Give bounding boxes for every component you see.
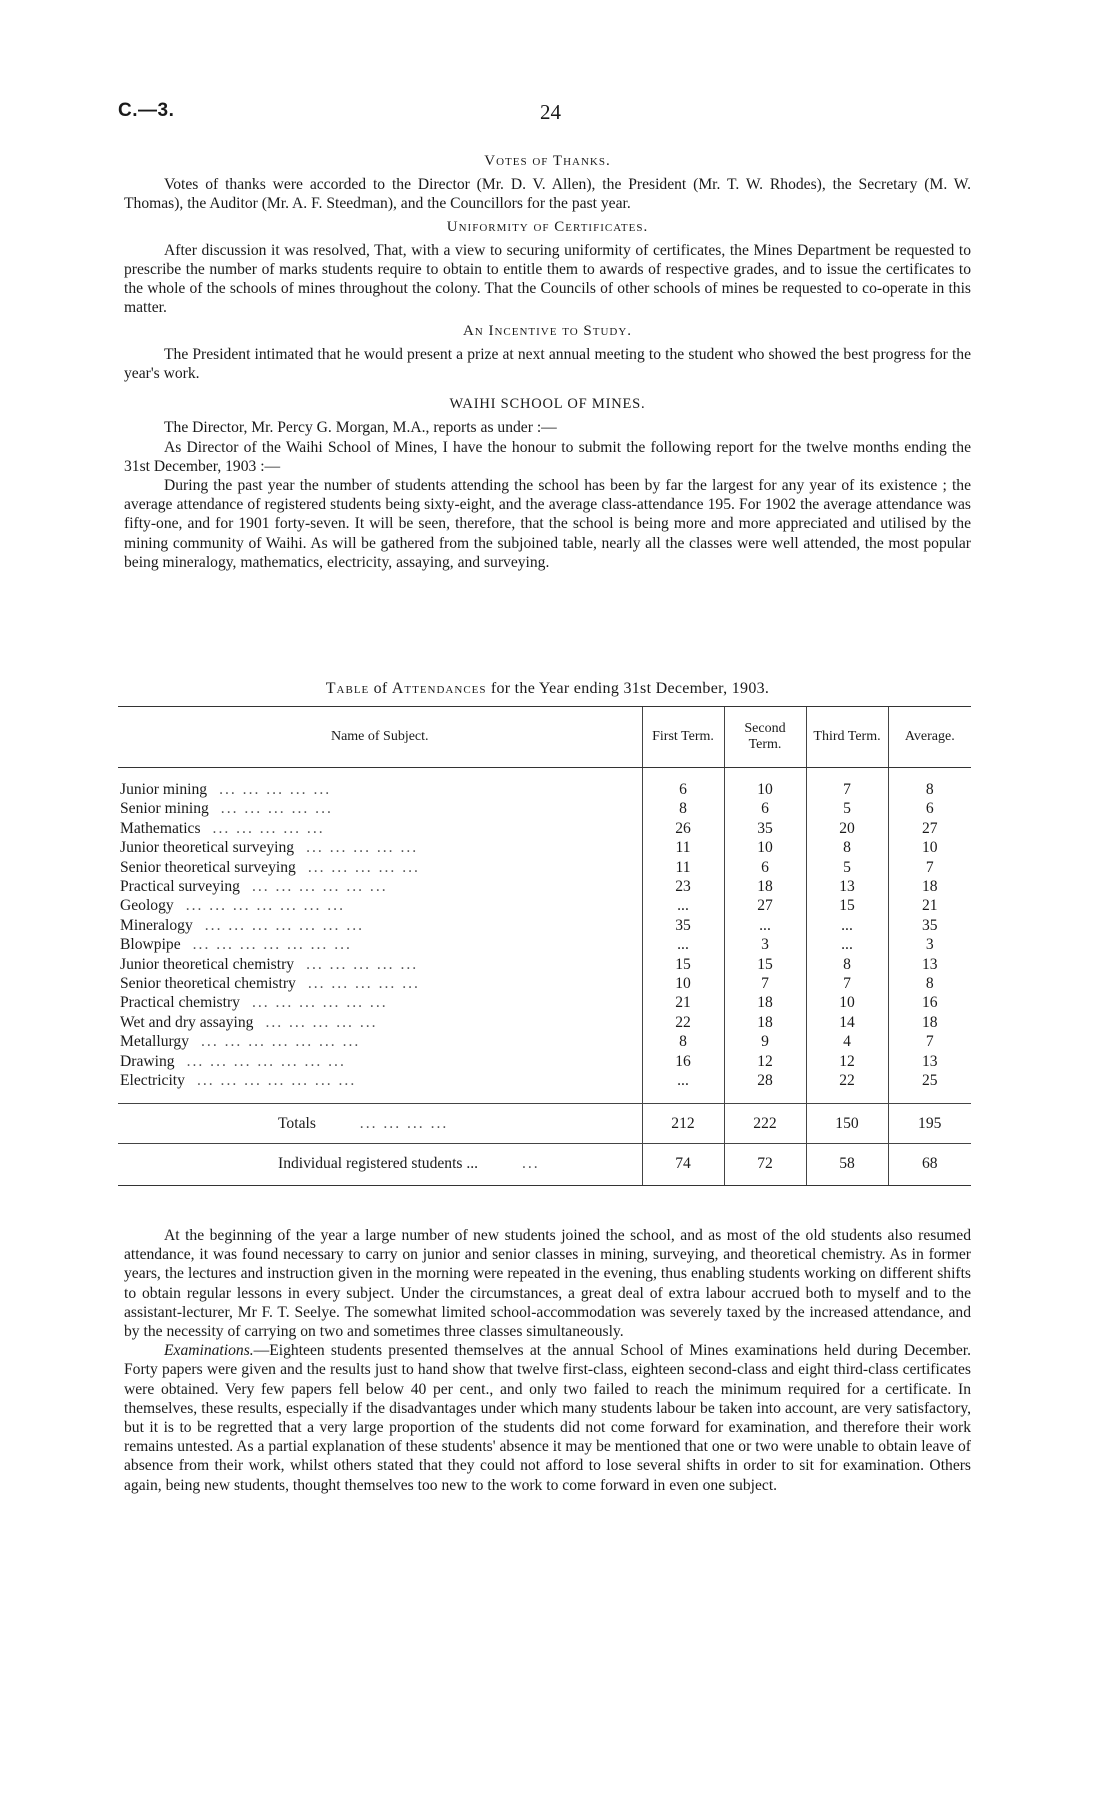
table-caption-of: of bbox=[373, 680, 388, 697]
subject-cell bbox=[118, 858, 642, 877]
average-term-value: 21 bbox=[888, 896, 971, 915]
individual-label: Individual registered students ... bbox=[278, 1154, 479, 1172]
votes-heading: Votes of Thanks. bbox=[484, 153, 611, 169]
lower-text-block bbox=[124, 1226, 971, 1495]
table-row bbox=[118, 877, 971, 896]
subject-cell bbox=[118, 799, 642, 818]
subject-cell bbox=[118, 955, 642, 974]
leader-dots: ... ... ... ... ... bbox=[307, 975, 420, 993]
examinations-paragraph bbox=[124, 1341, 971, 1495]
subject-name: Drawing bbox=[120, 1052, 175, 1070]
average-term-value: 13 bbox=[888, 955, 971, 974]
subject-name: Senior theoretical chemistry bbox=[120, 975, 296, 993]
examinations-text: —Eighteen students presented themselves at the annual School of Mines examinations held during December. Forty papers were given and the results just to hand show that twelve first-class, eighteen second-class and eight third-class certificates were obtained. Very few papers fell below 40 per cent., and only two failed to reach the minimum required for a certificate. In themselves, these results, especially if the disadvantages under which many students labour be taken into account, are very satisfactory, but it is to be regretted that a very large proportion of the students did not come forward for examination, and therefore their work remains untested. As a partial explanation of these students' absence it may be mentioned that one or two were unable to obtain leave of absence from their work, whilst others stated that they could not afford to lose several shifts in order to sit for examination. Others again, being new students, thought themselves too new to the work to come forward in even one subject. bbox=[124, 1342, 971, 1494]
third-term-value: 7 bbox=[806, 780, 888, 799]
average-term-value: 18 bbox=[888, 877, 971, 896]
table-row bbox=[118, 993, 971, 1012]
third-term-value: 22 bbox=[806, 1071, 888, 1090]
incentive-heading: An Incentive to Study. bbox=[462, 322, 633, 339]
attendance-table bbox=[118, 706, 971, 1186]
subject-cell bbox=[118, 896, 642, 915]
second-term-value: 35 bbox=[724, 819, 806, 838]
table-row bbox=[118, 896, 971, 915]
average-term-value: 10 bbox=[888, 838, 971, 857]
totals-label-cell bbox=[118, 1103, 642, 1143]
third-term-value: 8 bbox=[806, 838, 888, 857]
subject-name: Blowpipe bbox=[120, 936, 181, 954]
second-term-value: 18 bbox=[724, 877, 806, 896]
average-term-value: 27 bbox=[888, 819, 971, 838]
table-row bbox=[118, 819, 971, 838]
first-term-value: 22 bbox=[642, 1013, 724, 1032]
average-term-value: 8 bbox=[888, 974, 971, 993]
second-term-value: 10 bbox=[724, 780, 806, 799]
subject-cell bbox=[118, 877, 642, 896]
second-term-value: ... bbox=[724, 916, 806, 935]
table-spacer-row bbox=[118, 768, 971, 781]
average-term-value: 16 bbox=[888, 993, 971, 1012]
third-term-value: 10 bbox=[806, 993, 888, 1012]
totals-leader-dots: ... ... ... ... bbox=[359, 1114, 449, 1132]
table-row bbox=[118, 1052, 971, 1071]
header-subject: Name of Subject. bbox=[118, 707, 642, 768]
table-row bbox=[118, 780, 971, 799]
average-term-value: 25 bbox=[888, 1071, 971, 1090]
second-term-value: 27 bbox=[724, 896, 806, 915]
examinations-label: Examinations. bbox=[164, 1342, 254, 1360]
third-term-value: 12 bbox=[806, 1052, 888, 1071]
second-term-value: 12 bbox=[724, 1052, 806, 1071]
incentive-paragraph: The President intimated that he would present a prize at next annual meeting to the student who showed the best progress for the year's work. bbox=[124, 345, 971, 383]
leader-dots: ... ... ... ... ... ... ... bbox=[185, 897, 345, 915]
average-term-value: 18 bbox=[888, 1013, 971, 1032]
totals-row bbox=[118, 1103, 971, 1143]
first-term-value: ... bbox=[642, 935, 724, 954]
first-term-value: 8 bbox=[642, 799, 724, 818]
second-term-value: 18 bbox=[724, 1013, 806, 1032]
second-term-value: 10 bbox=[724, 838, 806, 857]
average-term-value: 7 bbox=[888, 858, 971, 877]
first-term-value: 6 bbox=[642, 780, 724, 799]
waihi-intro: The Director, Mr. Percy G. Morgan, M.A., reports as under :— bbox=[164, 419, 557, 437]
subject-cell bbox=[118, 993, 642, 1012]
individual-first: 74 bbox=[642, 1143, 724, 1185]
totals-second: 222 bbox=[724, 1103, 806, 1143]
leader-dots: ... ... ... ... ... ... ... bbox=[201, 1033, 361, 1051]
table-row bbox=[118, 1071, 971, 1090]
leader-dots: ... ... ... ... ... bbox=[219, 781, 332, 798]
table-caption-rest: for the Year ending 31st December, 1903. bbox=[490, 680, 770, 697]
upper-text-block bbox=[124, 150, 971, 572]
table-caption-prefix: Table bbox=[325, 680, 370, 697]
totals-third: 150 bbox=[806, 1103, 888, 1143]
second-term-value: 3 bbox=[724, 935, 806, 954]
subject-cell bbox=[118, 916, 642, 935]
second-term-value: 15 bbox=[724, 955, 806, 974]
votes-paragraph: Votes of thanks were accorded to the Director (Mr. D. V. Allen), the President (Mr. T. W. Rhodes), the Secretary (M. W. Thomas), the Auditor (Mr. A. F. Steedman), and the Councillors for the past year. bbox=[124, 176, 971, 213]
third-term-value: 13 bbox=[806, 877, 888, 896]
uniformity-heading: Uniformity of Certificates. bbox=[446, 218, 649, 235]
subject-name: Geology bbox=[120, 897, 174, 915]
leader-dots: ... ... ... ... ... ... ... bbox=[186, 1052, 346, 1070]
average-term-value: 8 bbox=[888, 780, 971, 799]
third-term-value: 5 bbox=[806, 799, 888, 818]
subject-name: Mineralogy bbox=[120, 916, 193, 934]
leader-dots: ... ... ... ... ... bbox=[220, 800, 333, 818]
third-term-value: ... bbox=[806, 935, 888, 954]
third-term-value: 7 bbox=[806, 974, 888, 993]
leader-dots: ... ... ... ... ... ... bbox=[251, 878, 388, 896]
table-row bbox=[118, 838, 971, 857]
individual-leader-dots: ... bbox=[521, 1154, 540, 1172]
average-term-value: 3 bbox=[888, 935, 971, 954]
first-term-value: 26 bbox=[642, 819, 724, 838]
subject-name: Junior theoretical surveying bbox=[120, 839, 295, 857]
after-paragraph-1: At the beginning of the year a large number of new students joined the school, and as most of the old students also resumed attendance, it was found necessary to carry on junior and senior classes in mining, surveying, and theoretical chemistry. As in former years, the lectures and instruction given in the morning were repeated in the evening, thus enabling students working on different shifts to obtain regular lessons in every subject. Under the circumstances, a great deal of extra labour accrued both to myself and to the assistant-lecturer, Mr F. T. Seelye. The somewhat limited school-accommodation was severely taxed by the increased attendance, and by the necessity of carrying on two and sometimes three classes simultaneously. bbox=[124, 1227, 971, 1341]
page-number: 24 bbox=[540, 100, 561, 124]
subject-name: Practical chemistry bbox=[120, 994, 240, 1012]
first-term-value: 16 bbox=[642, 1052, 724, 1071]
table-row bbox=[118, 935, 971, 954]
subject-name: Senior mining bbox=[120, 800, 209, 818]
table-row bbox=[118, 1013, 971, 1032]
subject-cell bbox=[118, 780, 642, 799]
subject-cell bbox=[118, 1032, 642, 1051]
totals-first: 212 bbox=[642, 1103, 724, 1143]
leader-dots: ... ... ... ... ... ... bbox=[251, 994, 388, 1012]
subject-name: Electricity bbox=[120, 1072, 185, 1090]
table-caption-word: Attendances bbox=[391, 680, 487, 697]
individual-second: 72 bbox=[724, 1143, 806, 1185]
totals-label: Totals bbox=[278, 1114, 316, 1132]
first-term-value: 8 bbox=[642, 1032, 724, 1051]
leader-dots: ... ... ... ... ... ... ... bbox=[192, 936, 352, 954]
table-row bbox=[118, 955, 971, 974]
average-term-value: 6 bbox=[888, 799, 971, 818]
table-row bbox=[118, 858, 971, 877]
second-term-value: 9 bbox=[724, 1032, 806, 1051]
first-term-value: 11 bbox=[642, 858, 724, 877]
first-term-value: 15 bbox=[642, 955, 724, 974]
document-reference: C.—3. bbox=[118, 100, 175, 121]
table-spacer-row bbox=[118, 1091, 971, 1104]
third-term-value: 8 bbox=[806, 955, 888, 974]
leader-dots: ... ... ... ... ... ... ... bbox=[204, 916, 365, 934]
subject-name: Metallurgy bbox=[120, 1033, 190, 1051]
first-term-value: 21 bbox=[642, 993, 724, 1012]
uniformity-paragraph: After discussion it was resolved, That, with a view to securing uniformity of certificates, the Mines Department be requested to prescribe the number of marks students require to obtain to entitle them to awards of respective grades, and to issue the certificates to the whole of the schools of mines throughout the colony. That the Councils of other schools of mines be requested to co-operate in this matter. bbox=[124, 241, 971, 317]
leader-dots: ... ... ... ... ... bbox=[212, 819, 325, 837]
second-term-value: 6 bbox=[724, 799, 806, 818]
subject-cell bbox=[118, 974, 642, 993]
third-term-value: 5 bbox=[806, 858, 888, 877]
first-term-value: ... bbox=[642, 896, 724, 915]
subject-name: Junior mining bbox=[120, 781, 208, 798]
subject-name: Mathematics bbox=[120, 819, 201, 837]
individual-row bbox=[118, 1143, 971, 1185]
subject-name: Practical surveying bbox=[120, 878, 240, 896]
subject-cell bbox=[118, 1013, 642, 1032]
table-row bbox=[118, 916, 971, 935]
third-term-value: 14 bbox=[806, 1013, 888, 1032]
header-first-term: First Term. bbox=[642, 707, 724, 768]
table-header-row bbox=[118, 707, 971, 768]
leader-dots: ... ... ... ... ... ... ... bbox=[196, 1072, 357, 1090]
second-term-value: 28 bbox=[724, 1071, 806, 1090]
subject-name: Senior theoretical surveying bbox=[120, 858, 296, 876]
header-third-term: Third Term. bbox=[806, 707, 888, 768]
subject-name: Junior theoretical chemistry bbox=[120, 955, 295, 973]
first-term-value: 23 bbox=[642, 877, 724, 896]
waihi-paragraph-1: As Director of the Waihi School of Mines, I have the honour to submit the following report for the twelve months ending the 31st December, 1903 :— bbox=[124, 438, 971, 475]
header-second-term: Second Term. bbox=[724, 707, 806, 768]
leader-dots: ... ... ... ... ... bbox=[306, 955, 419, 973]
individual-average: 68 bbox=[888, 1143, 971, 1185]
table-caption bbox=[124, 680, 971, 698]
first-term-value: 35 bbox=[642, 916, 724, 935]
subject-cell bbox=[118, 819, 642, 838]
average-term-value: 35 bbox=[888, 916, 971, 935]
average-term-value: 13 bbox=[888, 1052, 971, 1071]
table-row bbox=[118, 974, 971, 993]
first-term-value: ... bbox=[642, 1071, 724, 1090]
leader-dots: ... ... ... ... ... bbox=[307, 858, 420, 876]
table-row bbox=[118, 1032, 971, 1051]
second-term-value: 7 bbox=[724, 974, 806, 993]
waihi-paragraph-2: During the past year the number of students attending the school has been by far the largest for any year of its existence ; the average attendance of registered students being sixty-eight, and the average class-attendance 195. For 1902 the average attendance was fifty-one, and for 1901 forty-seven. It will be seen, therefore, that the school is being more and more appreciated and utilised by the mining community of Waihi. As will be gathered from the subjoined table, nearly all the classes were well attended, the most popular being mineralogy, mathematics, electricity, assaying, and surveying. bbox=[124, 477, 971, 571]
header-average: Average. bbox=[888, 707, 971, 768]
second-term-value: 18 bbox=[724, 993, 806, 1012]
subject-cell bbox=[118, 935, 642, 954]
subject-cell bbox=[118, 1052, 642, 1071]
waihi-heading: WAIHI SCHOOL OF MINES. bbox=[449, 396, 646, 413]
subject-cell bbox=[118, 838, 642, 857]
totals-average: 195 bbox=[888, 1103, 971, 1143]
individual-label-cell bbox=[118, 1143, 642, 1185]
leader-dots: ... ... ... ... ... bbox=[265, 1013, 378, 1031]
table-row bbox=[118, 799, 971, 818]
third-term-value: ... bbox=[806, 916, 888, 935]
first-term-value: 10 bbox=[642, 974, 724, 993]
subject-name: Wet and dry assaying bbox=[120, 1013, 254, 1031]
third-term-value: 4 bbox=[806, 1032, 888, 1051]
average-term-value: 7 bbox=[888, 1032, 971, 1051]
first-term-value: 11 bbox=[642, 838, 724, 857]
subject-cell bbox=[118, 1071, 642, 1090]
third-term-value: 20 bbox=[806, 819, 888, 838]
second-term-value: 6 bbox=[724, 858, 806, 877]
leader-dots: ... ... ... ... ... bbox=[306, 839, 419, 857]
individual-third: 58 bbox=[806, 1143, 888, 1185]
third-term-value: 15 bbox=[806, 896, 888, 915]
